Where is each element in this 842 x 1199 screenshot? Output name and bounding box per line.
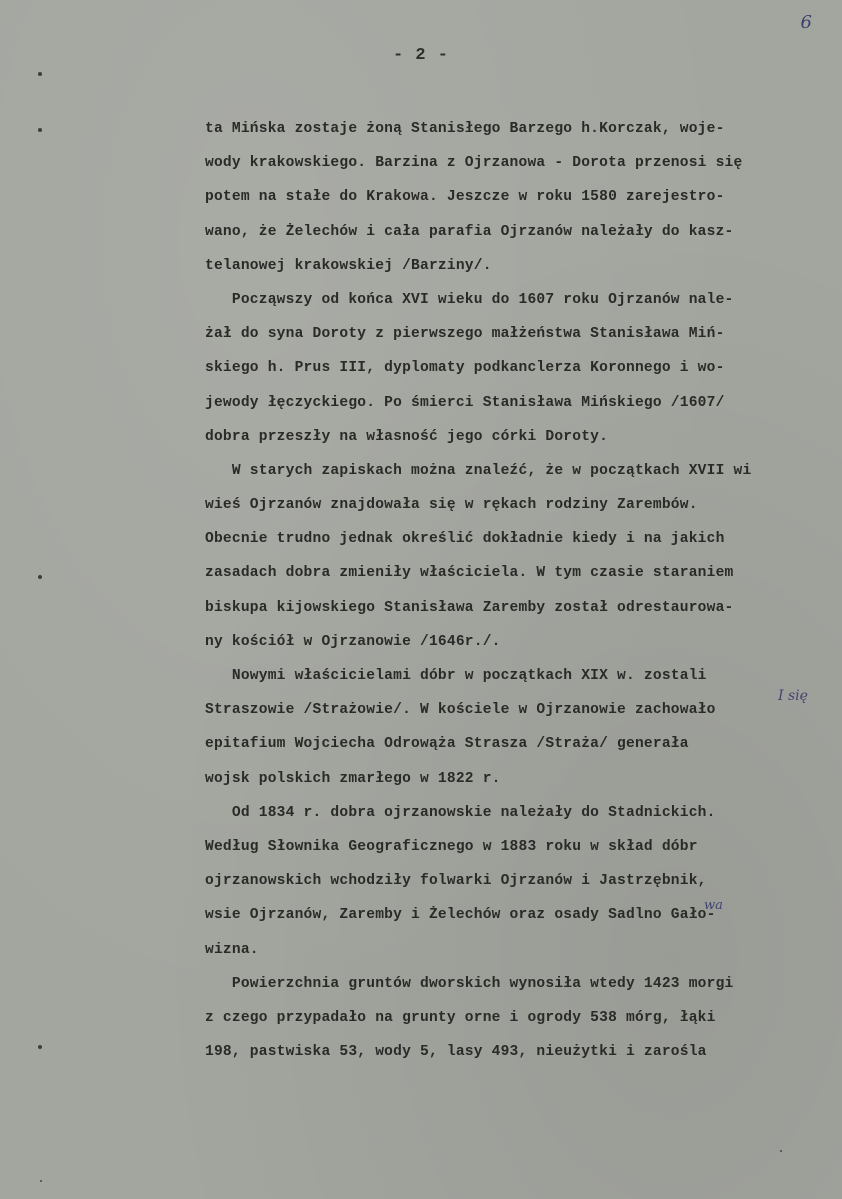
text-line: zasadach dobra zmieniły właściciela. W tym czasie staraniem xyxy=(205,565,734,582)
punch-mark xyxy=(38,575,42,579)
text-line: wody krakowskiego. Barzina z Ojrzanowa - Dorota przenosi się xyxy=(205,155,743,172)
punch-mark xyxy=(38,72,42,76)
text-line: epitafium Wojciecha Odrowąża Strasza /Straża/ generała xyxy=(205,736,689,753)
text-line: wizna. xyxy=(205,941,259,958)
handwritten-annotation: I się xyxy=(778,688,808,704)
text-line: dobra przeszły na własność jego córki Doroty. xyxy=(205,428,609,445)
text-line: ta Mińska zostaje żoną Stanisłego Barzego h.Korczak, woje- xyxy=(205,121,725,137)
page-number: - 2 - xyxy=(392,46,449,65)
text-line: potem na stałe do Krakowa. Jeszcze w roku 1580 zarejestro- xyxy=(205,189,725,206)
paper-speck xyxy=(40,1180,42,1182)
text-line: Obecnie trudno jednak określić dokładnie kiedy i na jakich xyxy=(205,531,725,548)
text-line: ny kościół w Ojrzanowie /1646r./. xyxy=(205,633,501,650)
text-line: Powierzchnia gruntów dworskich wynosiła wtedy 1423 morgi xyxy=(205,975,734,992)
text-line: ojrzanowskich wchodziły folwarki Ojrzanów i Jastrzębnik, xyxy=(205,873,707,890)
text-line: Straszowie /Strażowie/. W kościele w Ojrzanowie zachowało xyxy=(205,702,716,719)
handwritten-insertion: wa xyxy=(704,898,723,913)
text-line: żał do syna Doroty z pierwszego małżeństwa Stanisława Miń- xyxy=(205,326,725,343)
text-line: z czego przypadało na grunty orne i ogrody 538 mórg, łąki xyxy=(205,1009,716,1026)
punch-mark xyxy=(38,128,42,132)
text-line: Według Słownika Geograficznego w 1883 roku w skład dóbr xyxy=(205,838,698,855)
text-line: telanowej krakowskiej /Barziny/. xyxy=(205,257,492,274)
text-line: jewody łęczyckiego. Po śmierci Stanisława Mińskiego /1607/ xyxy=(205,394,725,411)
punch-mark xyxy=(38,1045,42,1049)
corner-page-number: 6 xyxy=(800,12,812,33)
text-line: 198, pastwiska 53, wody 5, lasy 493, nieużytki i zarośla xyxy=(205,1044,707,1061)
text-line: wano, że Żelechów i cała parafia Ojrzanów należały do kasz- xyxy=(205,223,734,240)
text-line: W starych zapiskach można znaleźć, że w początkach XVII wi xyxy=(205,462,752,479)
text-line: Począwszy od końca XVI wieku do 1607 roku Ojrzanów nale- xyxy=(205,291,734,308)
text-line: Nowymi właścicielami dóbr w początkach XIX w. zostali xyxy=(205,668,707,684)
text-line: skiego h. Prus III, dyplomaty podkanclerza Koronnego i wo- xyxy=(205,360,725,377)
text-line: Od 1834 r. dobra ojrzanowskie należały do Stadnickich. xyxy=(205,804,716,821)
text-line: biskupa kijowskiego Stanisława Zaremby został odrestaurowa- xyxy=(205,599,734,616)
body-text xyxy=(205,112,825,1069)
text-line: wieś Ojrzanów znajdowała się w rękach rodziny Zarembów. xyxy=(205,497,698,514)
text-line: wojsk polskich zmarłego w 1822 r. xyxy=(205,770,501,787)
paper-speck xyxy=(780,1150,782,1152)
text-line: wsie Ojrzanów, Zaremby i Żelechów oraz osady Sadlno Gało- xyxy=(205,907,716,924)
